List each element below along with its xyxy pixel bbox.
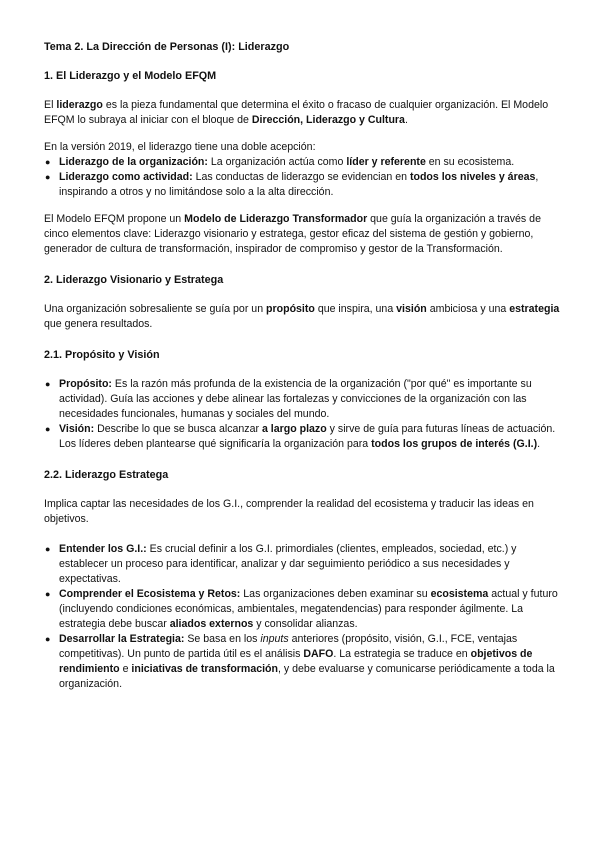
list-item: ● Propósito: Es la razón más profunda de la existencia de la organización ("por qué" es importante su actividad). Guía las acciones y debe alinear las fortalezas y convicciones de la organización con las necesidades funcionales, humanas y sociales del mundo. [45,378,532,420]
section-1-bullet-list [44,155,560,200]
list-item: ● Desarrollar la Estrategia: Se basa en los inputs anteriores (propósito, visión, G.I., FCE, ventajas competitivas). Un punto de partida útil es el análisis DAFO. La estrategia se traduce en objetivos de rendimiento e iniciativas de transformación, y debe evaluarse y comunicarse periódicamente a toda la organización. [45,633,555,690]
section-2-1-heading: 2.1. Propósito y Visión [44,349,160,361]
section-2-paragraph-1: Una organización sobresaliente se guía por un propósito que inspira, una visión ambiciosa y una estrategia que genera resultados. [44,303,560,330]
section-2-2-heading: 2.2. Liderazgo Estratega [44,469,169,481]
section-1-paragraph-2: En la versión 2019, el liderazgo tiene una doble acepción: [44,141,316,153]
list-item: ● Liderazgo de la organización: La organización actúa como líder y referente en su ecosistema. [45,156,515,168]
bullet-icon: ● [45,589,51,599]
section-2-2-bullet-list [44,542,560,692]
list-item: ● Visión: Describe lo que se busca alcanzar a largo plazo y sirve de guía para futuras líneas de actuación. Los líderes deben plantearse qué significaría la organización para todos los grupos de interés (G.I.). [45,423,556,450]
list-item: ● Entender los G.I.: Es crucial definir a los G.I. primordiales (clientes, empleados, sociedad, etc.) y establecer un proceso para identificar, analizar y dar seguimiento periódico a sus necesidades y expectativas. [45,543,517,585]
bullet-icon: ● [45,157,51,167]
document-title: Tema 2. La Dirección de Personas (I): Liderazgo [44,41,290,53]
bullet-icon: ● [45,379,51,389]
list-item: ● Comprender el Ecosistema y Retos: Las organizaciones deben examinar su ecosistema actual y futuro (incluyendo condiciones económicas, ambientales, megatendencias) para responder ágilmente. La estrategia debe buscar aliados externos y consolidar alianzas. [45,588,558,630]
bullet-icon: ● [45,544,51,554]
section-1-heading: 1. El Liderazgo y el Modelo EFQM [44,70,217,82]
bullet-icon: ● [45,172,51,182]
document-page [44,40,560,704]
list-item: ● Liderazgo como actividad: Las conductas de liderazgo se evidencian en todos los niveles y áreas, inspirando a otros y no limitándose solo a la alta dirección. [45,171,539,198]
section-1-paragraph-1: El liderazgo es la pieza fundamental que determina el éxito o fracaso de cualquier organización. El Modelo EFQM lo subraya al iniciar con el bloque de Dirección, Liderazgo y Cultura. [44,99,549,126]
bullet-icon: ● [45,634,51,644]
section-2-1-bullet-list [44,377,560,452]
section-2-heading: 2. Liderazgo Visionario y Estratega [44,274,224,286]
section-1-paragraph-3: El Modelo EFQM propone un Modelo de Liderazgo Transformador que guía la organización a través de cinco elementos clave: Liderazgo visionario y estratega, gestor eficaz del sistema de gestión y gobierno, generador de cultura de transformación, inspirador de compromiso y gestor de la Transformación. [44,213,541,255]
bullet-icon: ● [45,424,51,434]
section-2-2-paragraph-1: Implica captar las necesidades de los G.I., comprender la realidad del ecosistema y traducir las ideas en objetivos. [44,498,534,525]
